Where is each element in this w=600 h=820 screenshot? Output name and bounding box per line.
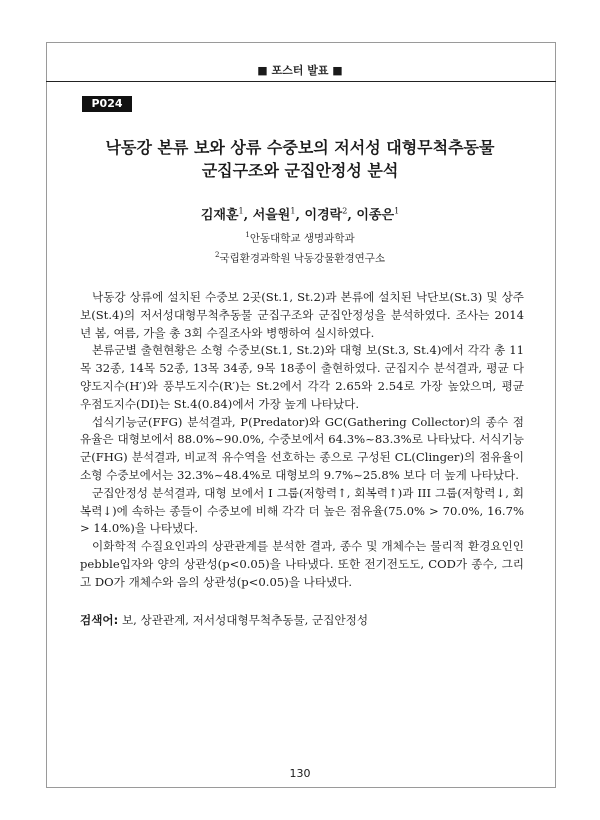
title-line-2: 군집구조와 군집안정성 분석 xyxy=(201,161,399,180)
paper-title xyxy=(60,136,540,182)
abstract-paragraph: 군집안정성 분석결과, 대형 보에서 I 그룹(저항력↑, 회복력↑)과 III 그룹(저항력↓, 회복력↓)에 속하는 종들이 수중보에 비해 각각 더 높은 점유율(75.0% > 70.0%, 16.7% > 14.0%)을 나타냈다. xyxy=(80,485,524,536)
keywords xyxy=(80,612,524,628)
affiliation-mark: 2 xyxy=(214,250,220,259)
author-name: 이종은 xyxy=(356,208,395,223)
keywords-label: 검색어: xyxy=(80,613,119,627)
abstract-paragraph: 낙동강 상류에 설치된 수중보 2곳(St.1, St.2)과 본류에 설치된 낙단보(St.3) 및 상주보(St.4)의 저서성대형무척추동물 군집구조와 군집안정성을 분석하였다. 조사는 2014년 봄, 여름, 가을 총 3회 수질조사와 병행하여 실시하였다. xyxy=(80,290,524,340)
abstract-paragraph: 섭식기능군(FFG) 분석결과, P(Predator)와 GC(Gathering Collector)의 종수 점유율은 대형보에서 88.0%~90.0%, 수중보에서 64.3%~83.3%로 나타났다. 서식기능군(FHG) 분석결과, 비교적 유수역을 선호하는 종으로 구성된 CL(Clinger)의 점유율이 소형 수중보에서는 32.3%~48.4%로 대형보의 9.7%~25.8% 보다 더 높게 나타났다. xyxy=(80,414,524,482)
affiliation xyxy=(0,247,600,267)
abstract-body xyxy=(80,289,524,592)
author-separator: , xyxy=(243,208,253,223)
page-number: 130 xyxy=(289,767,311,780)
title-line-1: 낙동강 본류 보와 상류 수중보의 저서성 대형무척추동물 xyxy=(105,138,495,157)
author-affil-mark: 1 xyxy=(238,206,244,216)
affiliation-list xyxy=(0,227,600,266)
author-name: 김재훈 xyxy=(200,208,239,223)
section-header: ■ 포스터 발표 ■ xyxy=(257,64,343,77)
poster-code-badge: P024 xyxy=(82,96,132,112)
author-affil-mark: 1 xyxy=(394,206,400,216)
author-separator: , xyxy=(347,208,357,223)
author-separator: , xyxy=(295,208,305,223)
affiliation-text: 안동대학교 생명과학과 xyxy=(249,232,355,245)
affiliation-text: 국립환경과학원 낙동강물환경연구소 xyxy=(219,252,386,264)
author-name: 이경락 xyxy=(304,208,343,223)
abstract-paragraph: 이화학적 수질요인과의 상관관계를 분석한 결과, 종수 및 개체수는 물리적 환경요인인 pebble입자와 양의 상관성(p<0.05)을 나타냈다. 또한 전기전도도, COD가 종수, 그리고 DO가 개체수와 음의 상관성(p<0.05)을 나타냈다. xyxy=(80,539,524,589)
author-affil-mark: 1 xyxy=(290,206,296,216)
affiliation xyxy=(0,227,600,247)
author-list xyxy=(0,204,600,223)
affiliation-mark: 1 xyxy=(245,231,250,239)
author-affil-mark: 2 xyxy=(342,206,348,216)
author-name: 서을원 xyxy=(252,208,291,223)
abstract-paragraph: 본류군별 출현현황은 소형 수중보(St.1, St.2)와 대형 보(St.3, St.4)에서 각각 총 11목 32종, 14목 52종, 13목 34종, 9목 18종이 출현하였다. 군집지수 분석결과, 평균 다양도지수(H′)와 풍부도지수(R′)는 St.2에서 각각 2.65와 2.54로 가장 높았으며, 평균 우점도지수(DI)는 St.4(0.84)에서 가장 높게 나타났다. xyxy=(80,343,524,411)
keywords-text: 보, 상관관계, 저서성대형무척추동물, 군집안정성 xyxy=(121,613,369,627)
header-divider xyxy=(46,81,556,82)
